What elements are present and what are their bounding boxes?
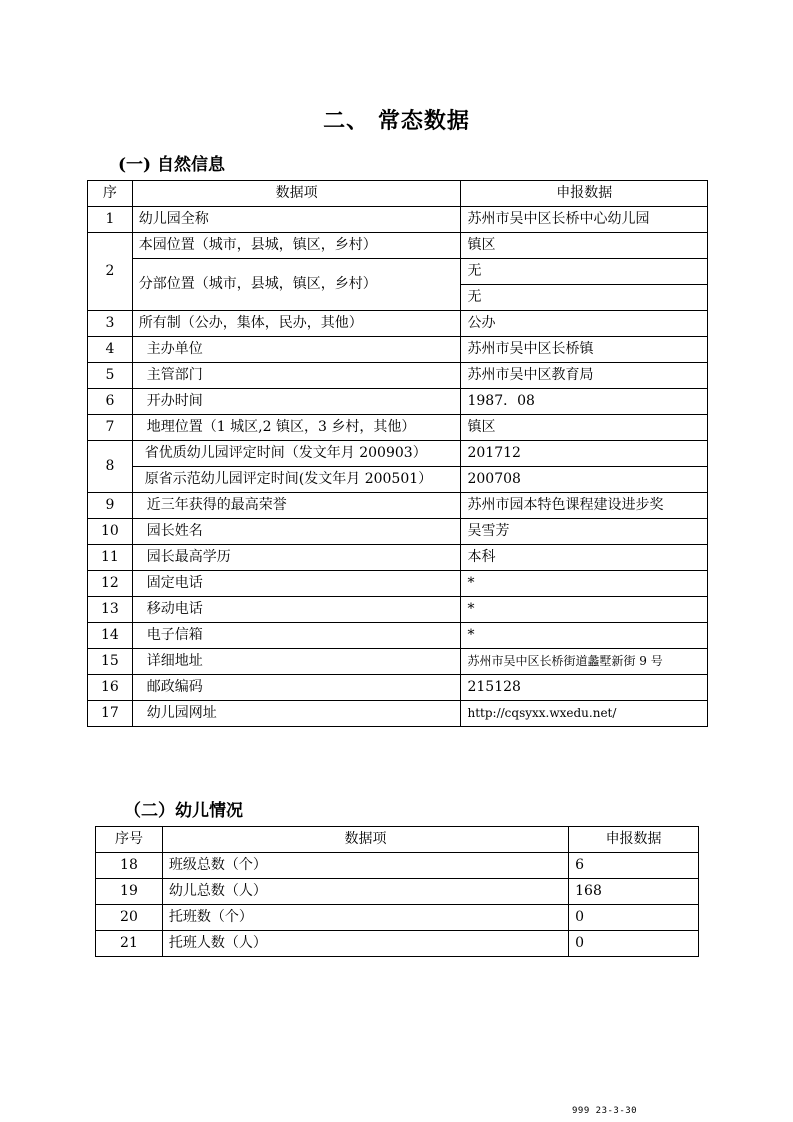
row-no: 12	[88, 571, 133, 597]
natural-info-table	[87, 180, 708, 727]
row-item: 省优质幼儿园评定时间（发文年月 200903）	[132, 441, 461, 467]
row-value: *	[461, 597, 708, 623]
row-no: 19	[96, 879, 163, 905]
table-row	[88, 701, 708, 727]
column-header-no: 序	[88, 181, 133, 207]
table-row	[88, 467, 708, 493]
row-no: 13	[88, 597, 133, 623]
table-row	[88, 337, 708, 363]
row-value: 6	[569, 853, 699, 879]
row-value: 1987．08	[461, 389, 708, 415]
row-value: 无	[461, 259, 708, 285]
row-item: 原省示范幼儿园评定时间(发文年月 200501）	[132, 467, 461, 493]
row-item: 分部位置（城市，县城，镇区，乡村）	[132, 259, 461, 311]
table-row	[88, 233, 708, 259]
row-no: 3	[88, 311, 133, 337]
table-row	[88, 675, 708, 701]
row-item: 近三年获得的最高荣誉	[132, 493, 461, 519]
row-item: 固定电话	[132, 571, 461, 597]
row-no: 4	[88, 337, 133, 363]
table-row	[88, 415, 708, 441]
row-value-link: http://cqsyxx.wxedu.net/	[461, 701, 708, 727]
row-no: 6	[88, 389, 133, 415]
column-header-no: 序号	[96, 827, 163, 853]
row-value: 苏州市吴中区教育局	[461, 363, 708, 389]
row-value: 苏州市吴中区长桥街道蠡墅新街 9 号	[461, 649, 708, 675]
row-no: 14	[88, 623, 133, 649]
table-row	[88, 311, 708, 337]
column-header-value: 申报数据	[569, 827, 699, 853]
column-header-item: 数据项	[132, 181, 461, 207]
row-value: 215128	[461, 675, 708, 701]
row-item: 所有制（公办，集体，民办，其他）	[132, 311, 461, 337]
row-item: 电子信箱	[132, 623, 461, 649]
row-no: 10	[88, 519, 133, 545]
row-no: 16	[88, 675, 133, 701]
row-item: 主办单位	[132, 337, 461, 363]
page-footer-stamp: 999 23-3-30	[572, 1106, 638, 1116]
section-heading-natural-info: (一) 自然信息	[118, 155, 226, 175]
table-row	[96, 931, 699, 957]
table-row	[88, 441, 708, 467]
row-item: 本园位置（城市，县城，镇区，乡村）	[132, 233, 461, 259]
row-item: 地理位置（1 城区,2 镇区，3 乡村，其他）	[132, 415, 461, 441]
row-no: 18	[96, 853, 163, 879]
row-value: 镇区	[461, 233, 708, 259]
table-row	[88, 493, 708, 519]
row-no: 9	[88, 493, 133, 519]
table-header-row	[88, 181, 708, 207]
table-row	[88, 545, 708, 571]
row-item: 班级总数（个）	[162, 853, 568, 879]
row-value: *	[461, 571, 708, 597]
column-header-item: 数据项	[162, 827, 568, 853]
children-table	[95, 826, 699, 957]
table-row	[96, 879, 699, 905]
row-value: 201712	[461, 441, 708, 467]
table-row	[88, 623, 708, 649]
row-item: 园长最高学历	[132, 545, 461, 571]
row-item: 托班数（个）	[162, 905, 568, 931]
row-value: 0	[569, 905, 699, 931]
row-value: 苏州市吴中区长桥中心幼儿园	[461, 207, 708, 233]
row-no: 7	[88, 415, 133, 441]
row-item: 详细地址	[132, 649, 461, 675]
row-item: 园长姓名	[132, 519, 461, 545]
table-row	[88, 389, 708, 415]
row-value: 0	[569, 931, 699, 957]
page-title: 二、 常态数据	[323, 108, 470, 134]
row-item: 邮政编码	[132, 675, 461, 701]
table-row	[88, 259, 708, 285]
row-item: 幼儿园全称	[132, 207, 461, 233]
row-value: *	[461, 623, 708, 649]
row-no: 20	[96, 905, 163, 931]
row-no: 15	[88, 649, 133, 675]
row-value: 苏州市园本特色课程建设进步奖	[461, 493, 708, 519]
row-item: 移动电话	[132, 597, 461, 623]
table-header-row	[96, 827, 699, 853]
row-value: 苏州市吴中区长桥镇	[461, 337, 708, 363]
row-value: 本科	[461, 545, 708, 571]
row-no: 17	[88, 701, 133, 727]
table-row	[88, 597, 708, 623]
column-header-value: 申报数据	[461, 181, 708, 207]
table-row	[96, 905, 699, 931]
row-value: 168	[569, 879, 699, 905]
table-row	[88, 207, 708, 233]
row-item: 幼儿总数（人）	[162, 879, 568, 905]
row-value: 吴雪芳	[461, 519, 708, 545]
row-no: 8	[88, 441, 133, 493]
row-no: 1	[88, 207, 133, 233]
row-no: 2	[88, 233, 133, 311]
row-no: 21	[96, 931, 163, 957]
row-item: 主管部门	[132, 363, 461, 389]
table-row	[88, 571, 708, 597]
row-item: 开办时间	[132, 389, 461, 415]
row-value: 200708	[461, 467, 708, 493]
row-item: 托班人数（人）	[162, 931, 568, 957]
table-row	[96, 853, 699, 879]
row-value: 公办	[461, 311, 708, 337]
row-item: 幼儿园网址	[132, 701, 461, 727]
row-no: 5	[88, 363, 133, 389]
row-value: 无	[461, 285, 708, 311]
section-heading-children: （二）幼儿情况	[124, 801, 243, 821]
table-row	[88, 363, 708, 389]
row-value: 镇区	[461, 415, 708, 441]
table-row	[88, 519, 708, 545]
table-row	[88, 649, 708, 675]
row-no: 11	[88, 545, 133, 571]
